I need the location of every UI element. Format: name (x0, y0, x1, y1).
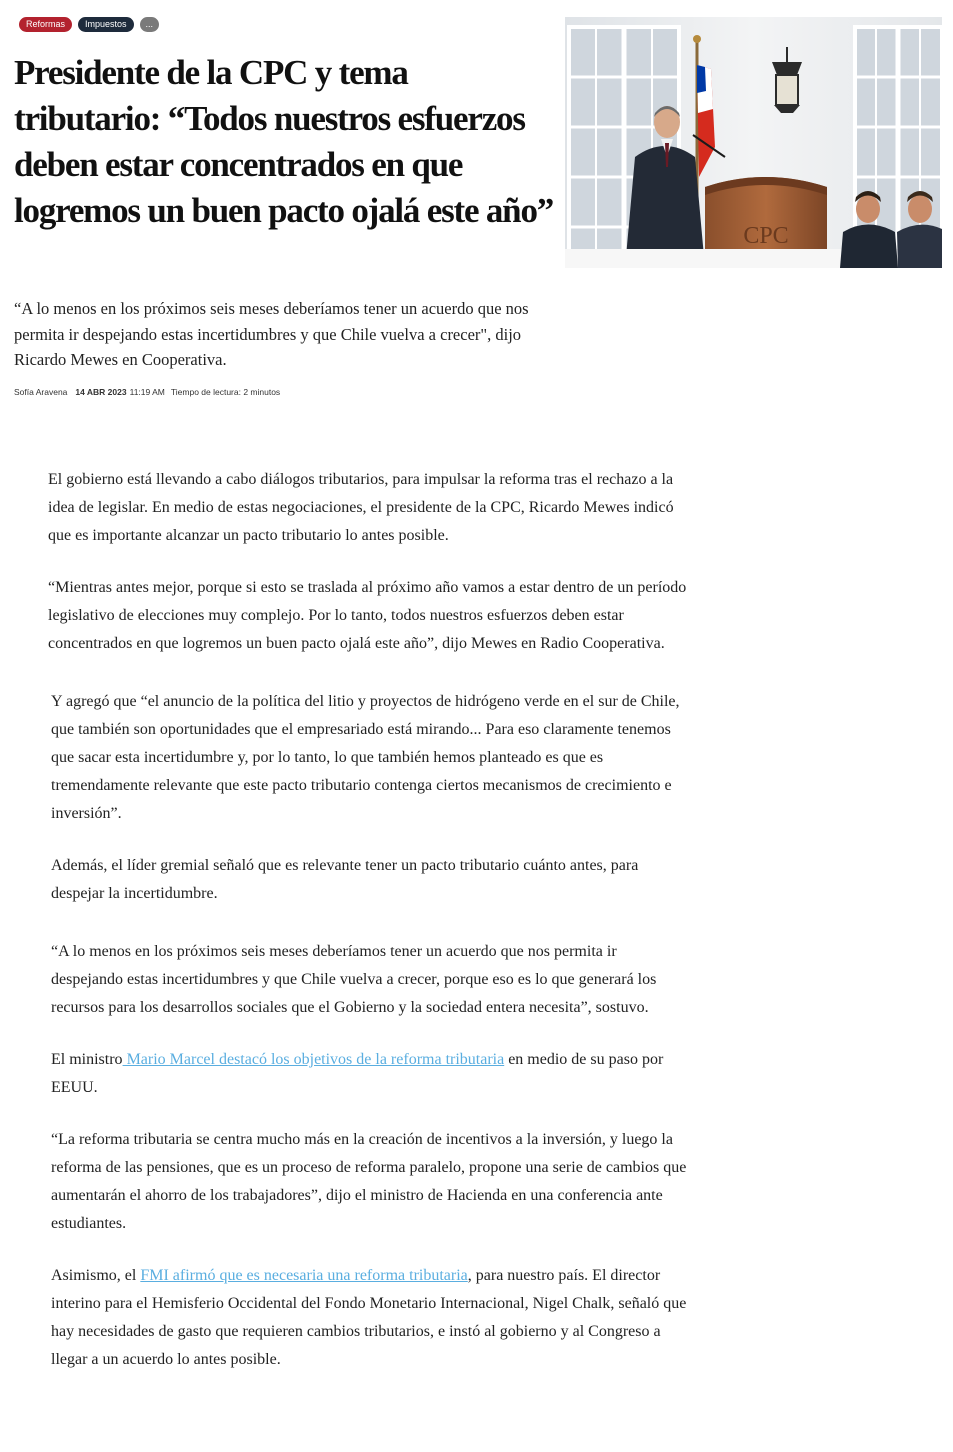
mario-marcel-article-link[interactable]: Mario Marcel destacó los objetivos de la reforma tributaria (122, 1051, 505, 1068)
publish-time: 11:19 AM (129, 387, 165, 397)
paragraph-6-text-start: El ministro (51, 1051, 123, 1068)
article-paragraph-8 (51, 1262, 688, 1374)
fmi-article-link[interactable]: FMI afirmó que es necesaria una reforma tributaria (140, 1267, 468, 1284)
article-paragraph-7: “La reforma tributaria se centra mucho más en la creación de incentivos a la inversión, y luego la reforma de las pensiones, que es un proceso de reforma paralelo, propone una serie de cambios que aumentarán el ahorro de los trabajadores”, dijo el ministro de Hacienda en una conferencia ante estudiantes. (51, 1131, 687, 1232)
article-paragraph-3: Y agregó que “el anuncio de la política del litio y proyectos de hidrógeno verde en el sur de Chile, que también son oportunidades que el empresariado está mirando... Para eso claramente tenemos que sacar esta incertidumbre y, por lo tanto, lo que también hemos planteado es que es tremendamente relevante que este pacto tributario contenga ciertos mecanismos de crecimiento e inversión”. (51, 693, 680, 822)
reading-time: Tiempo de lectura: 2 minutos (170, 387, 281, 397)
article-headline: Presidente de la CPC y tema tributario: “Todos nuestros esfuerzos deben estar concentrados en que logremos un buen pacto ojalá este año” (14, 53, 554, 230)
article-paragraph-2: “Mientras antes mejor, porque si esto se traslada al próximo año vamos a estar dentro de un período legislativo de elecciones muy complejo. Por lo tanto, todos nuestros esfuerzos deben estar concentrados en que logremos un buen pacto ojalá este año”, dijo Mewes en Radio Cooperativa. (48, 579, 687, 652)
article-lead: “A lo menos en los próximos seis meses deberíamos tener un acuerdo que nos permita ir despejando estas incertidumbres y que Chile vuelva a crecer", dijo Ricardo Mewes en Cooperativa. (14, 299, 529, 369)
tag-list (19, 17, 159, 32)
publish-date: 14 ABR 2023 (75, 387, 127, 397)
article-paragraph-6 (51, 1046, 688, 1102)
tag-more-button[interactable]: ... (140, 17, 160, 32)
article-body (48, 466, 688, 1398)
paragraph-8-text-start: Asimismo, el (51, 1267, 141, 1284)
article-paragraph-5: “A lo menos en los próximos seis meses deberíamos tener un acuerdo que nos permita ir despejando estas incertidumbres y que Chile vuelva a crecer, porque eso es lo que generará los recursos para los desarrollos sociales que el Gobierno y la sociedad entera necesita”, sostuvo. (51, 943, 657, 1016)
article-paragraph-4: Además, el líder gremial señaló que es relevante tener un pacto tributario cuánto antes, para despejar la incertidumbre. (51, 857, 639, 902)
author-name[interactable]: Sofía Aravena (14, 387, 68, 397)
tag-impuestos[interactable]: Impuestos (78, 17, 134, 32)
tag-reformas[interactable]: Reformas (19, 17, 72, 32)
paragraph-6-text-end: en medio de su paso por EEUU. (51, 1051, 664, 1096)
article-photo (565, 17, 942, 268)
article-meta (14, 387, 280, 397)
podium-label: CPC (743, 223, 789, 249)
article-paragraph-1: El gobierno está llevando a cabo diálogos tributarios, para impulsar la reforma tras el rechazo a la idea de legislar. En medio de estas negociaciones, el presidente de la CPC, Ricardo Mewes indicó que es importante alcanzar un pacto tributario lo antes posible. (48, 471, 674, 544)
paragraph-8-text-end: , para nuestro país. El director interino para el Hemisferio Occidental del Fondo Monetario Internacional, Nigel Chalk, señaló que hay necesidades de gasto que requieren cambios tributarios, e instó al gobierno y al Congreso a llegar a un acuerdo lo antes posible. (51, 1267, 687, 1368)
